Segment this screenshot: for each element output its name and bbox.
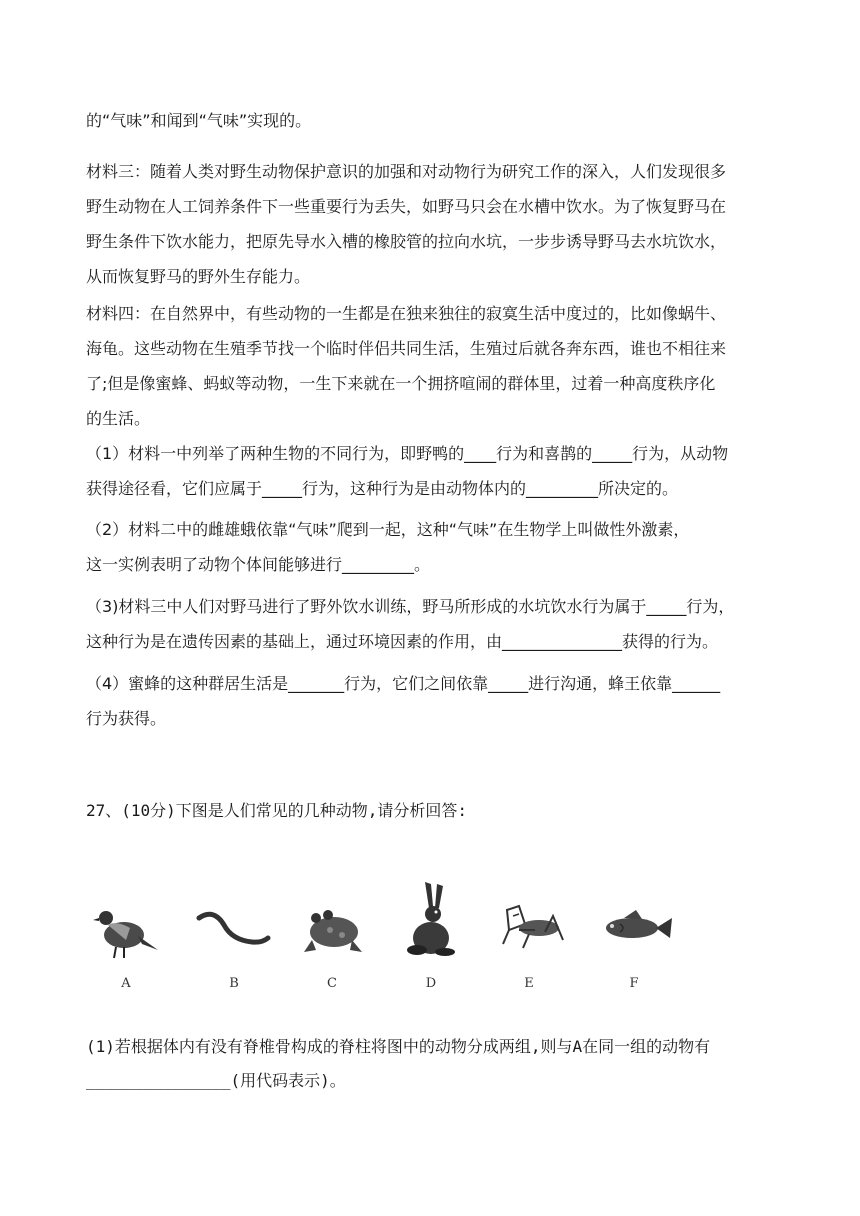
frog-icon: [292, 880, 372, 970]
text-line: 材料三：随着人类对野生动物保护意识的加强和对动物行为研究工作的深入，人们发现很多: [86, 162, 727, 181]
text-line: 野生动物在人工饲养条件下一些重要行为丢失，如野马只会在水槽中饮水。为了恢复野马在: [86, 197, 727, 216]
animal-label: B: [229, 976, 239, 991]
question-3: [86, 589, 786, 659]
text-line: _______________(用代码表示)。: [86, 1071, 346, 1090]
text-line: 野生条件下饮水能力，把原先导水入槽的橡胶管的拉向水坑，一步步诱导野马去水坑饮水，: [86, 232, 727, 251]
animal-e: [489, 880, 569, 1000]
animal-label: A: [121, 976, 131, 991]
question-27-title: 27、(10分)下图是人们常见的几种动物,请分析回答:: [86, 801, 468, 820]
animal-d: [391, 880, 471, 1000]
text-line: 了;但是像蜜蜂、蚂蚁等动物，一生下来就在一个拥挤喧闹的群体里，过着一种高度秩序化: [86, 374, 716, 393]
animal-b: [194, 880, 274, 1000]
question-1: [86, 436, 786, 506]
text-line: (1)若根据体内有没有脊椎骨构成的脊柱将图中的动物分成两组,则与A在同一组的动物有: [86, 1037, 711, 1056]
text-line: （3)材料三中人们对野马进行了野外饮水训练，野马所形成的水坑饮水行为属于_____行为，: [86, 597, 735, 616]
text-line: 材料四：在自然界中，有些动物的一生都是在独来独往的寂寞生活中度过的，比如像蜗牛、: [86, 304, 727, 323]
animal-figure: [86, 880, 726, 1000]
text-line: （4）蜜蜂的这种群居生活是_______行为，它们之间依靠_____进行沟通，蜂王依靠______: [86, 674, 721, 693]
animal-label: E: [524, 976, 534, 991]
text-line: 这一实例表明了动物个体间能够进行_________。: [86, 555, 431, 574]
material-4: [86, 296, 786, 436]
question-4: [86, 666, 786, 736]
text-line: 行为获得。: [86, 709, 167, 728]
material-2-ending: [86, 103, 786, 138]
rabbit-icon: [391, 880, 471, 970]
text-line: 获得途径看，它们应属于_____行为，这种行为是由动物体内的_________所决定的。: [86, 479, 679, 498]
text-line: 这种行为是在遗传因素的基础上，通过环境因素的作用，由_______________获得的行为。: [86, 632, 719, 651]
question-27-part-1: [86, 1030, 786, 1098]
question-2: [86, 512, 786, 582]
text-line: （2）材料二中的雌雄蛾依靠“气味”爬到一起，这种“气味”在生物学上叫做性外激素，: [86, 520, 690, 539]
material-3: [86, 154, 786, 294]
pigeon-icon: [86, 880, 166, 970]
grasshopper-icon: [489, 880, 569, 970]
text-line: 的“气味”和闻到“气味”实现的。: [86, 111, 312, 130]
animal-c: [292, 880, 372, 1000]
earthworm-icon: [194, 880, 274, 970]
text-line: （1）材料一中列举了两种生物的不同行为，即野鸭的____行为和喜鹊的_____行为，从动物: [86, 444, 729, 463]
animal-a: [86, 880, 166, 1000]
text-line: 从而恢复野马的野外生存能力。: [86, 267, 311, 286]
text-line: 海龟。这些动物在生殖季节找一个临时伴侣共同生活，生殖过后就各奔东西，谁也不相往来: [86, 339, 727, 358]
animal-label: F: [629, 976, 639, 991]
animal-label: C: [327, 976, 337, 991]
animal-label: D: [425, 976, 437, 991]
text-line: 的生活。: [86, 409, 151, 428]
fish-icon: [594, 880, 674, 970]
animal-f: [594, 880, 674, 1000]
